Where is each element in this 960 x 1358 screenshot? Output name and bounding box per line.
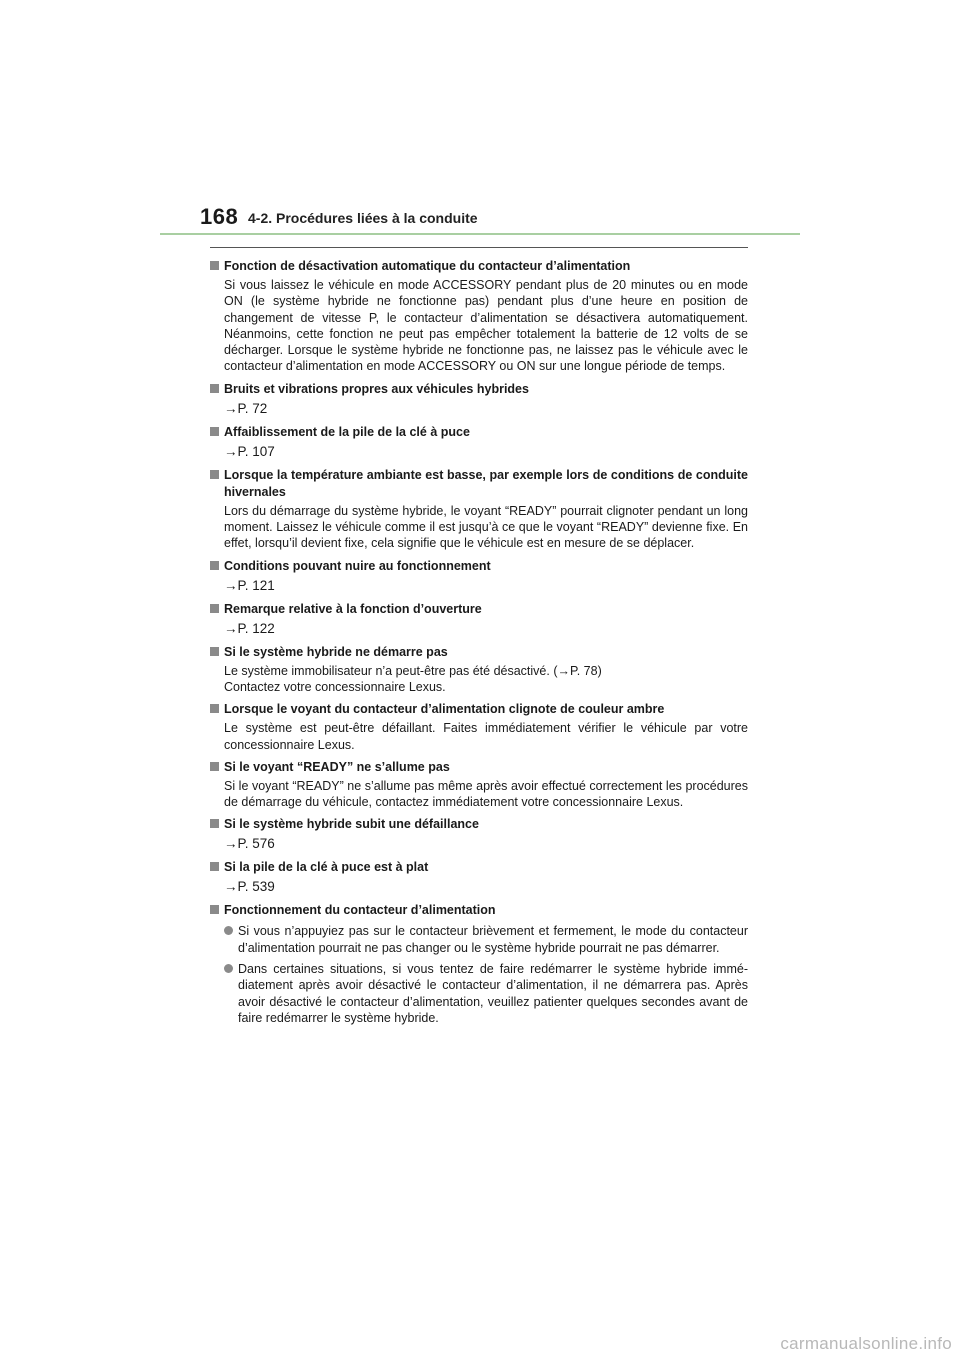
section-heading-text: Fonction de désactivation automatique du contacteur d’alimentation [224, 259, 631, 273]
square-bullet-icon [210, 647, 219, 656]
section-entry [210, 258, 748, 375]
section-heading-text: Conditions pouvant nuire au fonctionnement [224, 558, 491, 573]
round-bullet-icon [224, 964, 233, 973]
section-heading-text: Si le voyant “READY” ne s’allume pas [224, 759, 450, 774]
section-body [210, 720, 748, 753]
section-heading [210, 759, 748, 776]
section-entry [210, 859, 748, 896]
body-paragraph: Si vous laissez le véhicule en mode ACCESSORY pendant plus de 20 minutes ou en mode ON (le système hybride ne fonctionne pas) pendant plus d’une heure en position de changement de vitesse P, le contacteur d’alimentation se désactivera automatiquement. Néanmoins, cette fonction ne peut pas empêcher totalement la batterie de 12 volts de se décharger. Lorsque le système hybride ne fonctionne pas, ne laissez pas le véhicule avec le contacteur d’alimentation en mode ACCESSORY ou ON sur une longue période de temps. [224, 278, 748, 374]
square-bullet-icon [210, 819, 219, 828]
square-bullet-icon [210, 862, 219, 871]
content [210, 258, 748, 1032]
bullet-item [210, 923, 748, 956]
square-bullet-icon [210, 470, 219, 479]
content-top-rule [210, 247, 748, 248]
section-heading [210, 381, 748, 398]
bullet-text: Dans certaines situations, si vous tentez de faire redémarrer le système hybride immédiatement après avoir désactivé le contacteur d’alimentation, il ne démarrera pas. Après avoir désactivé le contacteur d’alimentation, veuillez patienter quelques secondes avant de faire redémarrer le système hybride. [238, 962, 748, 1025]
section-heading-text: Affaiblissement de la pile de la clé à puce [224, 424, 470, 439]
section-heading [210, 859, 748, 876]
section-heading [210, 601, 748, 618]
section-body [210, 277, 748, 375]
section-title: 4-2. Procédures liées à la conduite [248, 210, 478, 226]
square-bullet-icon [210, 905, 219, 914]
section-heading-text: Si le système hybride subit une défaillance [224, 817, 479, 832]
section-body [210, 503, 748, 552]
body-paragraph: Contactez votre concessionnaire Lexus. [224, 679, 446, 694]
section-entry [210, 558, 748, 595]
section-heading-text: Bruits et vibrations propres aux véhicules hybrides [224, 381, 529, 396]
section-body [210, 663, 748, 696]
section-entry [210, 902, 748, 1026]
watermark: carmanualsonline.info [780, 1334, 952, 1353]
page-reference-link[interactable]: →P. 576 [224, 836, 275, 852]
square-bullet-icon [210, 261, 219, 270]
section-heading [210, 816, 748, 833]
section-heading [210, 644, 748, 661]
section-heading [210, 558, 748, 575]
section-entry [210, 381, 748, 418]
body-paragraph: Si le voyant “READY” ne s’allume pas même après avoir effectué correctement les procédures de démarrage du véhicule, contactez immédiatement votre concessionnaire Lexus. [224, 778, 748, 810]
square-bullet-icon [210, 561, 219, 570]
section-heading-text: Remarque relative à la fonction d’ouverture [224, 601, 482, 616]
page-reference-link[interactable]: →P. 121 [224, 577, 275, 593]
section-body [210, 778, 748, 811]
bullet-item [210, 961, 748, 1026]
section-heading [210, 467, 748, 501]
section-heading-text: Lorsque la température ambiante est basse, par exemple lors de conditions de conduite hivernales [224, 467, 748, 499]
section-heading [210, 902, 748, 919]
section-entry [210, 759, 748, 811]
section-heading [210, 424, 748, 441]
square-bullet-icon [210, 762, 219, 771]
square-bullet-icon [210, 384, 219, 393]
header-rule [160, 233, 800, 235]
square-bullet-icon [210, 427, 219, 436]
round-bullet-icon [224, 926, 233, 935]
section-entry [210, 816, 748, 853]
bullet-text: Si vous n’appuyiez pas sur le contacteur brièvement et fermement, le mode du contacteur d’alimentation pourrait ne pas changer ou le système hybride pourrait ne pas démarrer. [238, 924, 748, 955]
square-bullet-icon [210, 604, 219, 613]
body-paragraph: Lors du démarrage du système hybride, le voyant “READY” pourrait clignoter pendant un long moment. Laissez le véhicule comme il est jusqu’à ce que le voyant “READY” devienne fixe. En effet, lorsqu’il devient fixe, cela signifie que le véhicule est en mesure de se déplacer. [224, 503, 748, 551]
section-heading [210, 258, 748, 275]
section-entry [210, 467, 748, 552]
page-reference-link[interactable]: →P. 72 [224, 400, 268, 416]
page-number: 168 [200, 204, 239, 229]
section-heading-text: Lorsque le voyant du contacteur d’alimentation clignote de couleur ambre [224, 702, 665, 717]
body-paragraph: Le système est peut-être défaillant. Faites immédiatement vérifier le véhicule par votre concessionnaire Lexus. [224, 721, 748, 752]
body-paragraph: Le système immobilisateur n’a peut-être pas été désactivé. (→P. 78) [224, 663, 602, 678]
page-reference-link[interactable]: →P. 122 [224, 620, 275, 636]
square-bullet-icon [210, 704, 219, 713]
section-heading-text: Si le système hybride ne démarre pas [224, 644, 448, 659]
section-entry [210, 424, 748, 461]
section-entry [210, 701, 748, 753]
section-entry [210, 601, 748, 638]
section-entry [210, 644, 748, 696]
page-reference-link[interactable]: →P. 107 [224, 443, 275, 459]
section-heading [210, 701, 748, 718]
section-heading-text: Fonctionnement du contacteur d’alimentation [224, 903, 496, 918]
page-header [160, 200, 800, 236]
section-heading-text: Si la pile de la clé à puce est à plat [224, 860, 429, 875]
page-reference-link[interactable]: →P. 539 [224, 879, 275, 895]
